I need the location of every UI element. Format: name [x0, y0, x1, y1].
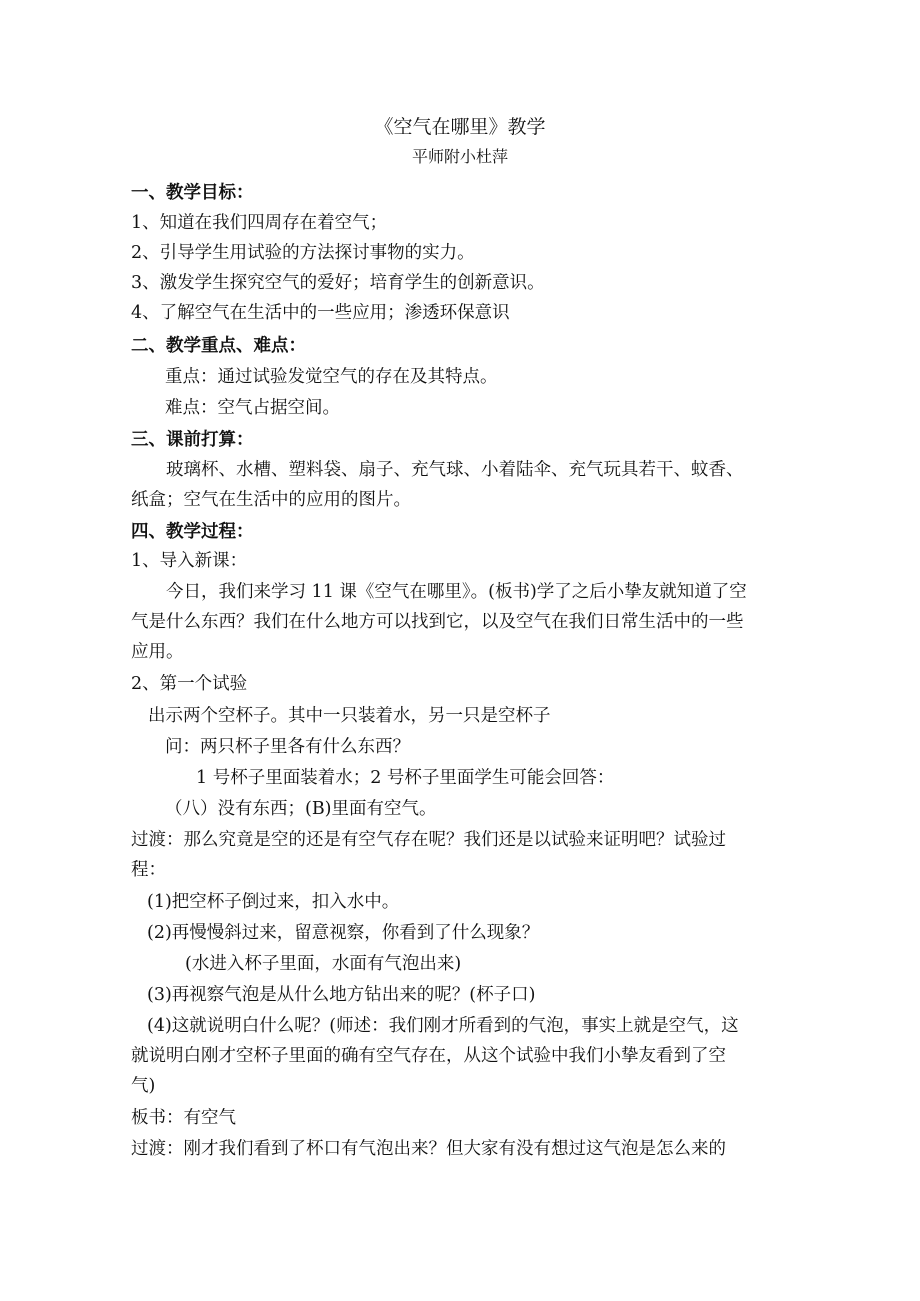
step-1-heading: 1、导入新课：	[131, 551, 248, 571]
section-heading-process: 四、教学过程：	[131, 522, 254, 542]
paragraph-line: 应用。	[131, 642, 184, 662]
paragraph-line: （八）没有东西；(B)里面有空气。	[165, 799, 437, 819]
section-heading-preparation: 三、课前打算：	[131, 430, 254, 450]
paragraph-line: 1 号杯子里面装着水；2 号杯子里面学生可能会回答：	[196, 768, 615, 788]
paragraph-line: 出示两个空杯子。其中一只装着水，另一只是空杯子	[148, 706, 551, 726]
paragraph-line: 过渡：那么究竟是空的还是有空气存在呢？我们还是以试验来证明吧？试验过	[131, 830, 726, 850]
section-heading-objectives: 一、教学目标：	[131, 183, 254, 203]
paragraph-line: 气)	[131, 1076, 156, 1096]
procedure-step: (1)把空杯子倒过来，扣入水中。	[147, 892, 400, 912]
objective-3: 3、激发学生探究空气的爱好；培育学生的创新意识。	[131, 273, 545, 293]
paragraph-line: 就说明白刚才空杯子里面的确有空气存在，从这个试验中我们小挚友看到了空	[131, 1046, 726, 1066]
difficult-point: 难点：空气占据空间。	[165, 398, 340, 418]
step-2-heading: 2、第一个试验	[131, 674, 248, 694]
section-heading-key-points: 二、教学重点、难点：	[131, 336, 306, 356]
paragraph-line: 今日，我们来学习 11 课《空气在哪里》。(板书)学了之后小挚友就知道了空	[166, 582, 747, 602]
document-title: 《空气在哪里》教学	[374, 116, 546, 138]
objective-4: 4、了解空气在生活中的一些应用；渗透环保意识	[131, 303, 510, 323]
objective-1: 1、知道在我们四周存在着空气；	[131, 213, 388, 233]
procedure-step: (2)再慢慢斜过来，留意视察，你看到了什么现象？	[147, 923, 540, 943]
key-point: 重点：通过试验发觉空气的存在及其特点。	[165, 367, 498, 387]
procedure-note: (水进入杯子里面，水面有气泡出来)	[185, 954, 462, 974]
board-note: 板书：有空气	[131, 1108, 236, 1128]
paragraph-line: 过渡：刚才我们看到了杯口有气泡出来？但大家有没有想过这气泡是怎么来的	[131, 1139, 726, 1159]
document-author: 平师附小杜萍	[411, 147, 508, 166]
paragraph-line: 程：	[131, 860, 166, 880]
procedure-step: (3)再视察气泡是从什么地方钻出来的呢？(杯子口)	[147, 985, 536, 1005]
preparation-line-1: 玻璃杯、水槽、塑料袋、扇子、充气球、小着陆伞、充气玩具若干、蚊香、	[166, 460, 744, 480]
preparation-line-2: 纸盒；空气在生活中的应用的图片。	[131, 490, 411, 510]
paragraph-line: 问：两只杯子里各有什么东西？	[165, 737, 410, 757]
paragraph-line: 气是什么东西？我们在什么地方可以找到它，以及空气在我们日常生活中的一些	[131, 612, 744, 632]
procedure-step: (4)这就说明白什么呢？(师述：我们刚才所看到的气泡，事实上就是空气，这	[147, 1016, 739, 1036]
objective-2: 2、引导学生用试验的方法探讨事物的实力。	[131, 243, 475, 263]
